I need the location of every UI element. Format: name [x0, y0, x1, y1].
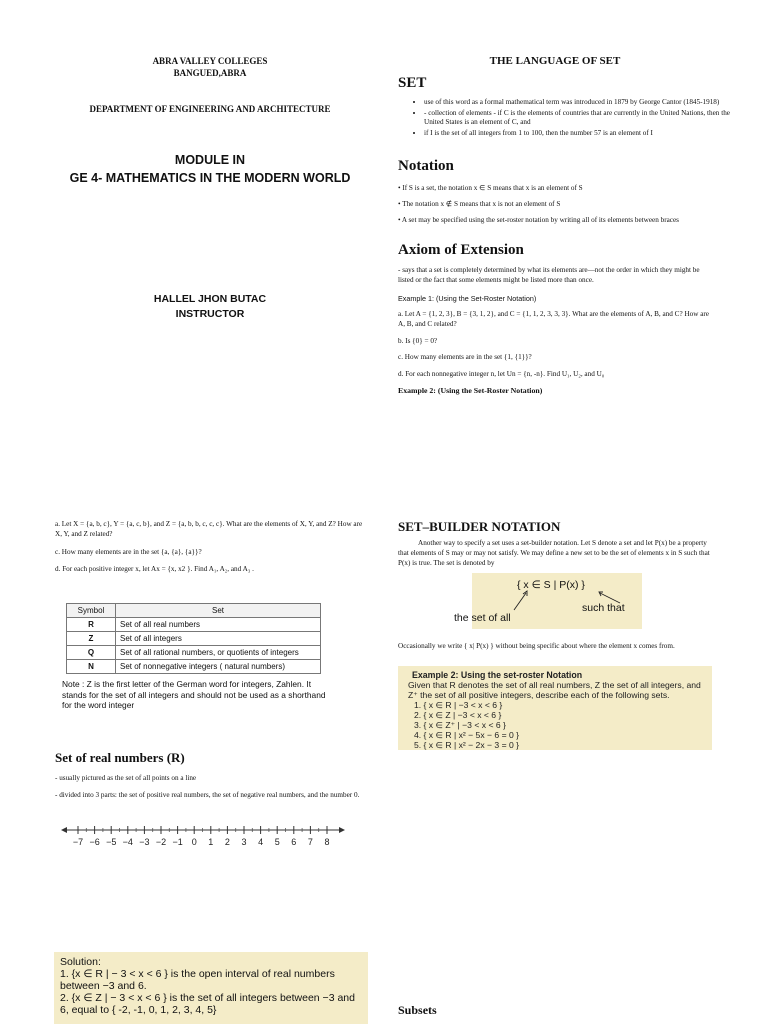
solution-title: Solution: [60, 956, 101, 968]
subsets-heading: Subsets [398, 1003, 437, 1017]
example2-title: Example 2: (Using the Set-Roster Notation) [398, 386, 543, 395]
school-name: ABRA VALLEY COLLEGES [152, 56, 268, 66]
axiom-heading: Axiom of Extension [398, 242, 524, 258]
number-line-label: 2 [224, 837, 230, 847]
table-row [67, 632, 321, 646]
example2-box-item: 1. { x ∈ R | −3 < x < 6 } [414, 700, 503, 710]
number-line-label: −1 [172, 837, 183, 847]
example1-item: d. For each nonnegative integer n, let Un = {n, -n}. Find U₁, U₂, and U₀ [398, 370, 605, 378]
notation-line: • The notation x ∉ S means that x is not an element of S [398, 200, 561, 208]
number-line-label: −2 [155, 837, 167, 847]
set-builder-paragraph: Another way to specify a set uses a set-builder notation. Let S denote a set and let P(x) be a property that elements of S may or may not satisfy. We may define a new set to be the set of elements x in S such that P(x) is true. The set is denoted by [398, 539, 710, 567]
set-heading: SET [398, 75, 427, 91]
axiom-text: - says that a set is completely determined by what its elements are—not the order in which they might be listed or the fact that some elements might be listed more than once. [398, 266, 700, 284]
school-header [110, 55, 310, 79]
instructor-role: INSTRUCTOR [175, 308, 245, 320]
number-line [58, 822, 350, 848]
symbol-table [66, 603, 321, 674]
example1-item: b. Is {0} = 0? [398, 337, 438, 345]
example1-item: c. How many elements are in the set {1, {1}}? [398, 353, 532, 361]
set-bullet: • - collection of elements - if C is the elements of countries that are currently in the United Nations, then the United States is an element of C, and [424, 109, 734, 128]
number-line-label: −3 [139, 837, 150, 847]
solution-box [54, 952, 368, 1024]
table-cell: Q [67, 646, 116, 660]
table-row [67, 618, 321, 632]
table-cell: Z [67, 632, 116, 646]
table-header-row [67, 604, 321, 618]
set-bullet-list [400, 98, 734, 139]
number-line-label: 8 [324, 837, 330, 847]
number-line-label: 7 [307, 837, 313, 847]
zahlen-note: Note : Z is the first letter of the German word for integers, Zahlen. It stands for the set of all integers and should not be used as a shorthand for the word integer [62, 679, 326, 710]
example2-box [398, 666, 712, 750]
department-title: DEPARTMENT OF ENGINEERING AND ARCHITECTURE [89, 104, 331, 114]
notation-line: • A set may be specified using the set-roster notation by writing all of its elements between braces [398, 216, 679, 224]
table-header: Set [116, 604, 321, 618]
number-line-label: −4 [122, 837, 133, 847]
set-builder-diagram [454, 573, 642, 629]
example2-box-title: Example 2: Using the set-roster Notation [412, 670, 583, 680]
number-line-label: 1 [208, 837, 214, 847]
solution-item: 1. {x ∈ R | − 3 < x < 6 } is the open interval of real numbers between −3 and 6. [60, 968, 335, 992]
table-header: Symbol [67, 604, 116, 618]
set-bullet: • use of this word as a formal mathematical term was introduced in 1879 by George Cantor (1845-1918) [424, 98, 734, 108]
school-location: BANGUED,ABRA [173, 68, 247, 78]
diagram-label-right: such that [582, 602, 625, 614]
table-cell: Set of nonnegative integers ( natural numbers) [116, 660, 321, 674]
solution-item: 2. {x ∈ Z | − 3 < x < 6 } is the set of all integers between −3 and 6, equal to { -2, -1, 0, 1, 2, 3, 4, 5} [60, 992, 355, 1016]
table-cell: N [67, 660, 116, 674]
module-line-1: MODULE IN [174, 153, 246, 167]
table-row [67, 646, 321, 660]
module-line-2: GE 4- MATHEMATICS IN THE MODERN WORLD [69, 171, 351, 185]
real-numbers-heading: Set of real numbers (R) [55, 750, 185, 765]
diagram-label-left: the set of all [454, 612, 511, 624]
instructor-name: HALLEL JHON BUTAC [153, 293, 267, 305]
module-title [40, 151, 380, 187]
real-numbers-line: - usually pictured as the set of all points on a line [55, 774, 197, 782]
number-line-label: 5 [274, 837, 280, 847]
notation-line: • If S is a set, the notation x ∈ S means that x is an element of S [398, 184, 583, 192]
example2-box-item: 5. { x ∈ R | x² − 2x − 3 = 0 } [414, 740, 520, 750]
table-cell: Set of all real numbers [116, 618, 321, 632]
example1-title: Example 1: (Using the Set-Roster Notation) [398, 294, 537, 303]
exercise-item: a. Let X = {a, b, c}, Y = {a, c, b}, and Z = {a, b, b, c, c, c}. What are the elements of X, Y, and Z? How are X, Y, and Z related? [55, 520, 363, 538]
exercise-item: c. How many elements are in the set {a, {a}, {a}}? [55, 548, 202, 556]
table-cell: R [67, 618, 116, 632]
example2-box-intro: Given that R denotes the set of all real numbers, Z the set of all integers, and Z⁺ the set of all positive integers, describe each of the following sets. [408, 680, 701, 700]
table-cell: Set of all rational numbers, or quotients of integers [116, 646, 321, 660]
set-builder-heading: SET–BUILDER NOTATION [398, 519, 561, 534]
exercise-item: d. For each positive integer x, let Ax = {x, x2 }. Find A₁, A₂, and A₃ . [55, 565, 254, 573]
instructor-block [110, 292, 310, 322]
number-line-label: 0 [191, 837, 197, 847]
notation-heading: Notation [398, 158, 454, 174]
set-bullet: • if I is the set of all integers from 1 to 100, then the number 57 is an element of I [424, 129, 734, 139]
section-title: THE LANGUAGE OF SET [489, 55, 621, 67]
table-row [67, 660, 321, 674]
number-line-label: −7 [72, 837, 84, 847]
number-line-label: 3 [241, 837, 247, 847]
example2-box-item: 4. { x ∈ R | x² − 5x − 6 = 0 } [414, 730, 520, 740]
example2-box-item: 2. { x ∈ Z | −3 < x < 6 } [414, 710, 502, 720]
number-line-label: 4 [258, 837, 264, 847]
number-line-label: −5 [106, 837, 117, 847]
example2-box-item: 3. { x ∈ Z⁺ | −3 < x < 6 } [414, 720, 506, 730]
example1-item: a. Let A = {1, 2, 3}, B = {3, 1, 2}, and C = {1, 1, 2, 3, 3, 3}. What are the elements of A, B, and C? How are A, B, and C related? [398, 310, 709, 328]
number-line-label: −6 [89, 837, 100, 847]
table-cell: Set of all integers [116, 632, 321, 646]
number-line-label: 6 [291, 837, 297, 847]
real-numbers-line: - divided into 3 parts: the set of positive real numbers, the set of negative real numbers, and the number 0. [55, 791, 360, 799]
diagram-formula: { x ∈ S | P(x) } [517, 579, 585, 591]
occasionally-note: Occasionally we write { x| P(x) } without being specific about where the element x comes from. [398, 642, 675, 650]
